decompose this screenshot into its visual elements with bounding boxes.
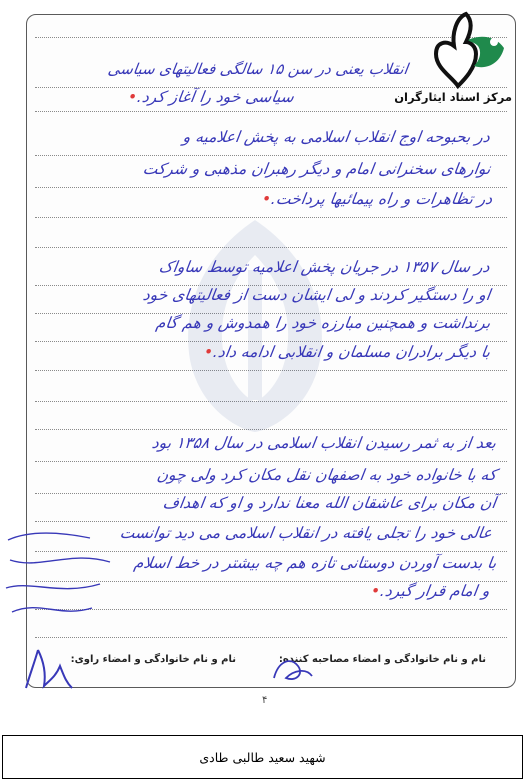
handwritten-line: برنداشت و همچنین مبارزه خود را همدوش و هم گام [154,314,492,332]
red-dot-icon: • [260,190,273,208]
handwritten-line: انقلاب یعنی در سن ۱۵ سالگی فعالیتهای سیاسی [106,60,410,78]
logo-caption: مرکز اسناد ایثارگران [394,90,512,104]
handwritten-line: در بحبوحه اوج انقلاب اسلامی به پخش اعلامیه و [181,128,492,146]
handwritten-line: و امام قرار گیرد.• [370,582,492,600]
caption-text: شهید سعید طالبی طادی [199,749,326,765]
ruled-line [35,187,507,188]
red-dot-icon: • [202,343,215,361]
handwritten-line: بعد از به ثمر رسیدن انقلاب اسلامی در سال ۱۳۵۸ بود [150,434,498,452]
red-dot-icon: • [370,582,382,600]
handwritten-line: با دیگر برادران مسلمان و انقلابی ادامه داد.• [202,343,492,361]
narrator-label: نام و نام خانوادگی و امضاء راوی: [70,654,236,665]
handwritten-line: سیاسی خود را آغاز کرد.• [126,88,296,106]
caption-box [2,735,523,779]
handwritten-line: او را دستگیر کردند و لی ایشان دست از فعالیتهای خود [141,286,492,304]
interviewer-signature [268,648,316,688]
page-number: ۴ [262,695,268,706]
interviewer-label: نام و نام خانوادگی و امضاء مصاحبه کننده: [278,654,486,665]
red-dot-icon: • [126,88,139,106]
handwritten-line: با بدست آوردن دوستانی تازه هم چه بیشتر در خط اسلام [132,554,498,572]
ruled-line [35,155,507,156]
narrator-signature [16,636,82,698]
handwritten-line: در سال ۱۳۵۷ در جریان پخش اعلامیه توسط ساواک [158,258,492,276]
handwritten-line: که با خانواده خود به اصفهان نقل مکان کرد ولی چون [155,466,498,484]
handwritten-line: عالی خود را تجلی یافته در انقلاب اسلامی می دید توانست [118,524,494,542]
handwritten-line: در تظاهرات و راه پیمائیها پرداخت.• [260,190,494,208]
handwritten-line: آن مکان برای عاشقان الله معنا ندارد و او که اهداف [161,494,498,512]
ruled-line [35,461,507,462]
handwritten-line: نوارهای سخنرانی امام و دیگر رهبران مذهبی و شرکت [141,160,492,178]
